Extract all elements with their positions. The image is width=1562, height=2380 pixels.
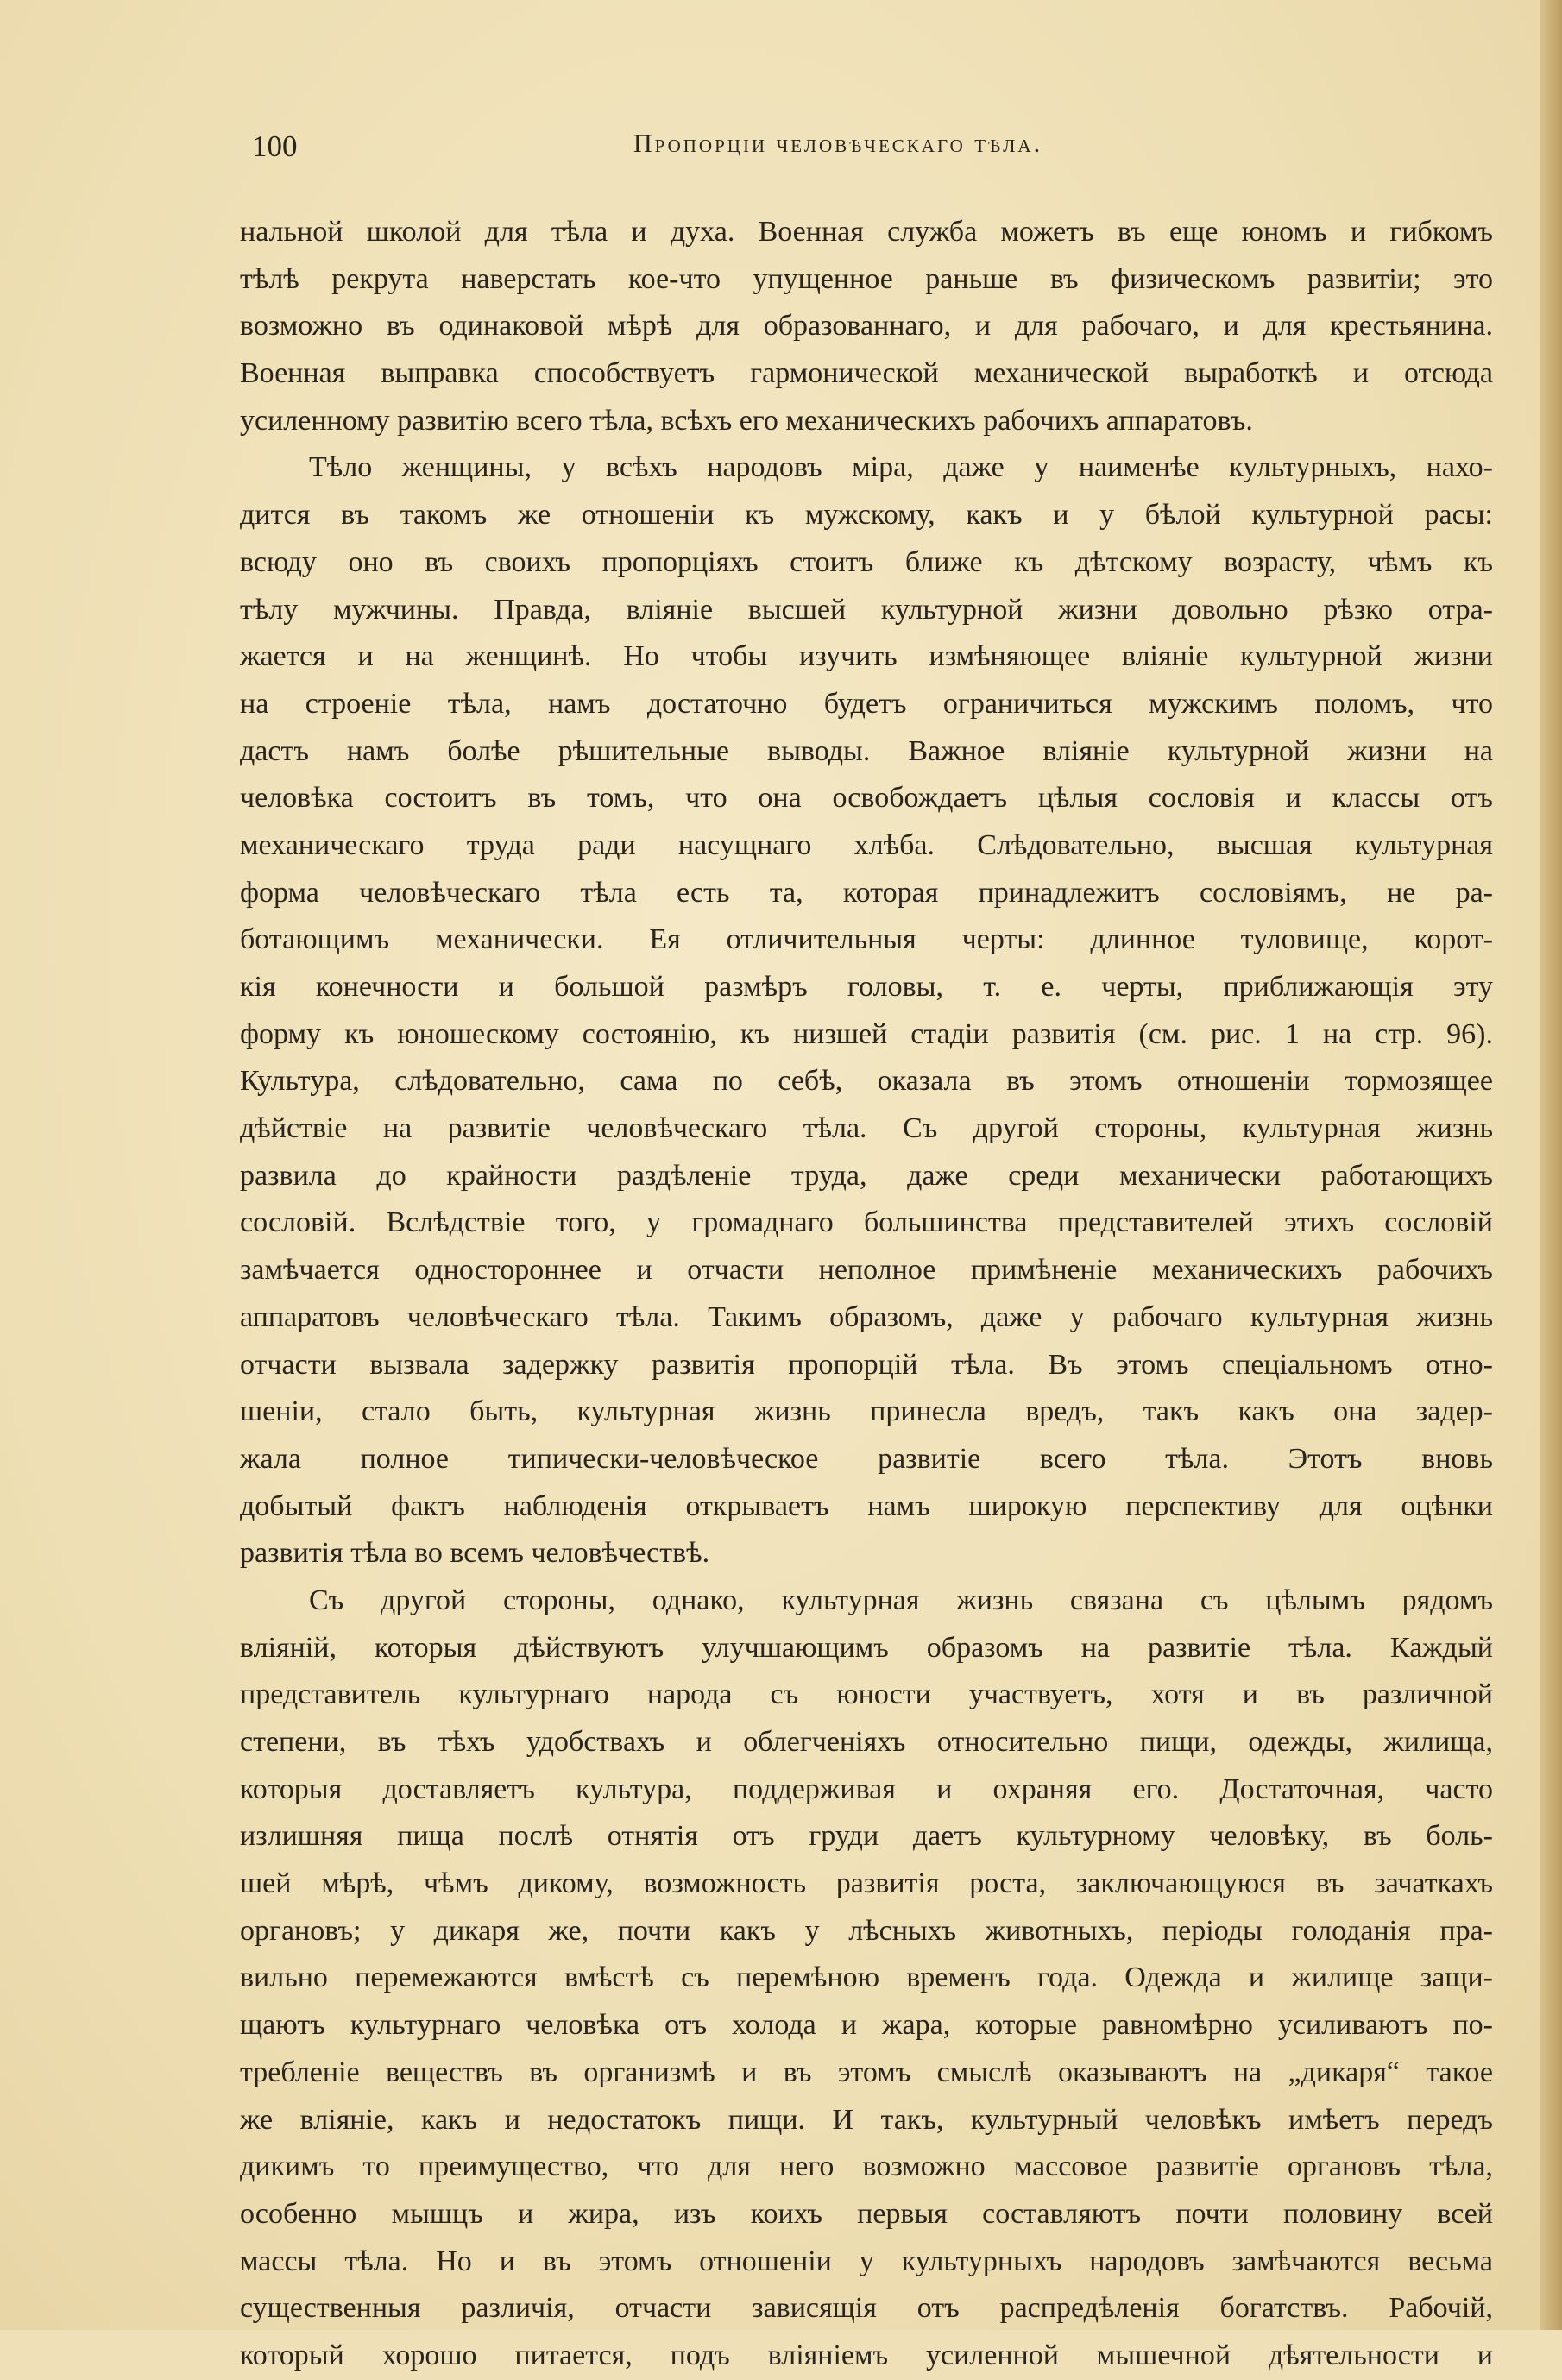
text-line: которыя доставляетъ культура, поддерживая и охраняя его. Достаточная, часто [240,1772,1493,1805]
text-line: дѣйствіе на развитіе человѣческаго тѣла. Съ другой стороны, культурная жизнь [240,1112,1493,1145]
text-line: дикимъ то преимущество, что для него возможно массовое развитіе органовъ тѣла, [240,2150,1493,2183]
text-line: кія конечности и большой размѣръ головы, т. е. черты, приближающія эту [240,971,1493,1003]
text-line: отчасти вызвала задержку развитія пропорцій тѣла. Въ этомъ спеціальномъ отно- [240,1348,1493,1381]
text-line: форма человѣческаго тѣла есть та, которая принадлежитъ сословіямъ, не ра- [240,876,1493,909]
text-line: сословій. Вслѣдствіе того, у громаднаго большинства представителей этихъ сословій [240,1206,1493,1239]
text-line: тѣлѣ рекрута наверстать кое-что упущенное раньше въ физическомъ развитіи; это [240,262,1493,295]
text-line: механическаго труда ради насущнаго хлѣба. Слѣдовательно, высшая культурная [240,828,1493,861]
text-line: Военная выправка способствуетъ гармонической механической выработкѣ и отсюда [240,357,1493,390]
text-line: развила до крайности раздѣленіе труда, даже среди механически работающихъ [240,1159,1493,1192]
text-line: ботающимъ механически. Ея отличительныя черты: длинное туловище, корот- [240,923,1493,956]
text-line: человѣка состоитъ въ томъ, что она освобождаетъ цѣлыя сословія и классы отъ [240,782,1493,815]
text-line: развитія тѣла во всемъ человѣчествѣ. [240,1537,710,1570]
text-line: щаютъ культурнаго человѣка отъ холода и жара, которые равномѣрно усиливаютъ по- [240,2009,1493,2042]
text-line: же вліяніе, какъ и недостатокъ пищи. И такъ, культурный человѣкъ имѣетъ передъ [240,2103,1493,2136]
text-line: Съ другой стороны, однако, культурная жизнь связана съ цѣлымъ рядомъ [309,1584,1493,1616]
text-line: на строеніе тѣла, намъ достаточно будетъ ограничиться мужскимъ поломъ, что [240,687,1493,720]
text-line: Тѣло женщины, у всѣхъ народовъ міра, даже у наименѣе культурныхъ, нахо- [309,451,1493,484]
text-line: нальной школой для тѣла и духа. Военная служба можетъ въ еще юномъ и гибкомъ [240,216,1493,248]
text-line: существенныя различія, отчасти зависящія отъ распредѣленія богатствъ. Рабочій, [240,2292,1493,2325]
text-line: требленіе веществъ въ организмѣ и въ этомъ смыслѣ оказываютъ на „дикаря“ такое [240,2056,1493,2088]
text-line: замѣчается одностороннее и отчасти неполное примѣненіе механическихъ рабочихъ [240,1254,1493,1287]
text-line: форму къ юношескому состоянію, къ низшей стадіи развитія (см. рис. 1 на стр. 96). [240,1017,1493,1050]
text-line: аппаратовъ человѣческаго тѣла. Такимъ образомъ, даже у рабочаго культурная жизнь [240,1300,1493,1333]
page-edge [1540,0,1562,2330]
text-line: тѣлу мужчины. Правда, вліяніе высшей культурной жизни довольно рѣзко отра- [240,593,1493,626]
text-line: дится въ такомъ же отношеніи къ мужскому, какъ и у бѣлой культурной расы: [240,499,1493,532]
text-line: возможно въ одинаковой мѣрѣ для образованнаго, и для рабочаго, и для крестьянина. [240,310,1493,343]
text-line: шей мѣрѣ, чѣмъ дикому, возможность развитія роста, заключающуюся въ зачаткахъ [240,1867,1493,1900]
body-text [240,209,1493,2380]
text-line: дастъ намъ болѣе рѣшительные выводы. Важное вліяніе культурной жизни на [240,734,1493,767]
text-line: который хорошо питается, подъ вліяніемъ усиленной мышечной дѣятельности и [240,2339,1493,2371]
text-line: вліяній, которыя дѣйствуютъ улучшающимъ образомъ на развитіе тѣла. Каждый [240,1631,1493,1664]
running-head: Пропорціи человѣческаго тѣла. [633,129,1043,158]
text-line: добытый фактъ наблюденія открываетъ намъ широкую перспективу для оцѣнки [240,1489,1493,1522]
text-line: всюду оно въ своихъ пропорціяхъ стоитъ ближе къ дѣтскому возрасту, чѣмъ къ [240,545,1493,578]
text-line: Культура, слѣдовательно, сама по себѣ, оказала въ этомъ отношеніи тормозящее [240,1065,1493,1098]
text-line: усиленному развитію всего тѣла, всѣхъ его механическихъ рабочихъ аппаратовъ. [240,404,1253,437]
page-header [252,129,1488,173]
text-line: степени, въ тѣхъ удобствахъ и облегченіяхъ относительно пищи, одежды, жилища, [240,1726,1493,1758]
text-line: жается и на женщинѣ. Но чтобы изучить измѣняющее вліяніе культурной жизни [240,640,1493,673]
text-line: жала полное типически-человѣческое развитіе всего тѣла. Этотъ вновь [240,1442,1493,1475]
text-line: особенно мышцъ и жира, изъ коихъ первыя составляютъ почти половину всей [240,2197,1493,2230]
text-line: органовъ; у дикаря же, почти какъ у лѣсныхъ животныхъ, періоды голоданія пра- [240,1914,1493,1947]
page-number: 100 [252,129,298,163]
text-line: вильно перемежаются вмѣстѣ съ перемѣною временъ года. Одежда и жилище защи- [240,1961,1493,1994]
text-line: представитель культурнаго народа съ юности участвуетъ, хотя и въ различной [240,1678,1493,1711]
text-line: излишняя пища послѣ отнятія отъ груди даетъ культурному человѣку, въ боль- [240,1820,1493,1853]
text-line: массы тѣла. Но и въ этомъ отношеніи у культурныхъ народовъ замѣчаются весьма [240,2245,1493,2277]
text-line: шеніи, стало быть, культурная жизнь принесла вредъ, такъ какъ она задер- [240,1395,1493,1428]
